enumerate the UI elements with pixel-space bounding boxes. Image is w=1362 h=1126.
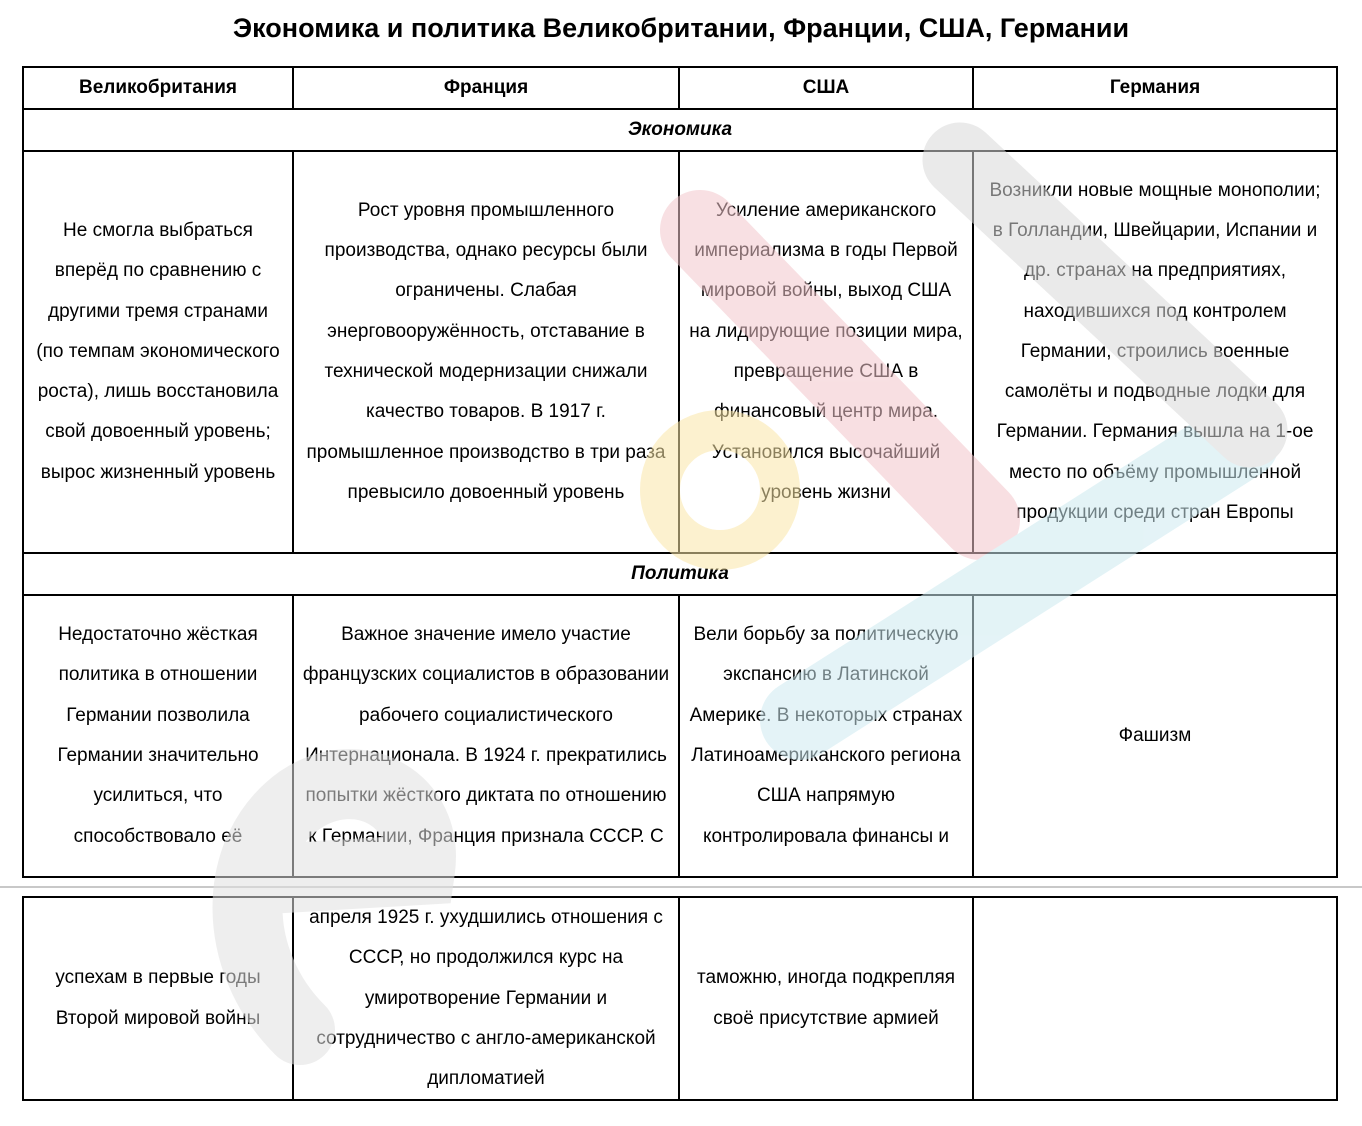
politics-row	[23, 595, 1337, 877]
cell-economy-france: Рост уровня промышленного производства, однако ресурсы были ограничены. Слабая энерговооружённость, отставание в технической модернизации снижали качество товаров. В 1917 г. промышленное производство в три раза превысило довоенный уровень	[293, 151, 679, 553]
cell-politics-france: Важное значение имело участие французских социалистов в образовании рабочего социалистического Интернационала. В 1924 г. прекратились попытки жёсткого диктата по отношению к Германии, Франция признала СССР. С	[293, 595, 679, 877]
section-title-politics: Политика	[23, 553, 1337, 595]
comparison-table	[22, 66, 1338, 878]
column-header-usa: США	[679, 67, 973, 109]
cell-economy-uk: Не смогла выбраться вперёд по сравнению с другими тремя странами (по темпам экономического роста), лишь восстановила свой довоенный уровень; вырос жизненный уровень	[23, 151, 293, 553]
cell-politics-usa: Вели борьбу за политическую экспансию в Латинской Америке. В некоторых странах Латиноамериканского региона США напрямую контролировала финансы и	[679, 595, 973, 877]
cell-politics-germany: Фашизм	[973, 595, 1337, 877]
cell-politics-cont-germany	[973, 897, 1337, 1100]
column-header-france: Франция	[293, 67, 679, 109]
column-header-germany: Германия	[973, 67, 1337, 109]
cell-politics-cont-france: апреля 1925 г. ухудшились отношения с СССР, но продолжился курс на умиротворение Германии и сотрудничество с англо-американской дипломатией	[293, 897, 679, 1100]
section-row-politics	[23, 553, 1337, 595]
page-title: Экономика и политика Великобритании, Франции, США, Германии	[232, 13, 1130, 43]
cell-economy-usa: Усиление американского империализма в годы Первой мировой войны, выход США на лидирующие позиции мира, превращение США в финансовый центр мира. Установился высочайший уровень жизни	[679, 151, 973, 553]
header-row	[23, 67, 1337, 109]
politics-row-continued	[23, 897, 1337, 1100]
cell-politics-cont-uk: успехам в первые годы Второй мировой войны	[23, 897, 293, 1100]
section-title-economy: Экономика	[23, 109, 1337, 151]
page-break-line	[0, 886, 1362, 888]
section-row-economy	[23, 109, 1337, 151]
cell-politics-uk: Недостаточно жёсткая политика в отношении Германии позволила Германии значительно усилиться, что способствовало её	[23, 595, 293, 877]
comparison-table-continued	[22, 896, 1338, 1101]
column-header-uk: Великобритания	[23, 67, 293, 109]
cell-politics-cont-usa: таможню, иногда подкрепляя своё присутствие армией	[679, 897, 973, 1100]
economy-row	[23, 151, 1337, 553]
cell-economy-germany: Возникли новые мощные монополии; в Голландии, Швейцарии, Испании и др. странах на предприятиях, находившихся под контролем Германии, строились военные самолёты и подводные лодки для Германии. Германия вышла на 1-ое место по объёму промышленной продукции среди стран Европы	[973, 151, 1337, 553]
